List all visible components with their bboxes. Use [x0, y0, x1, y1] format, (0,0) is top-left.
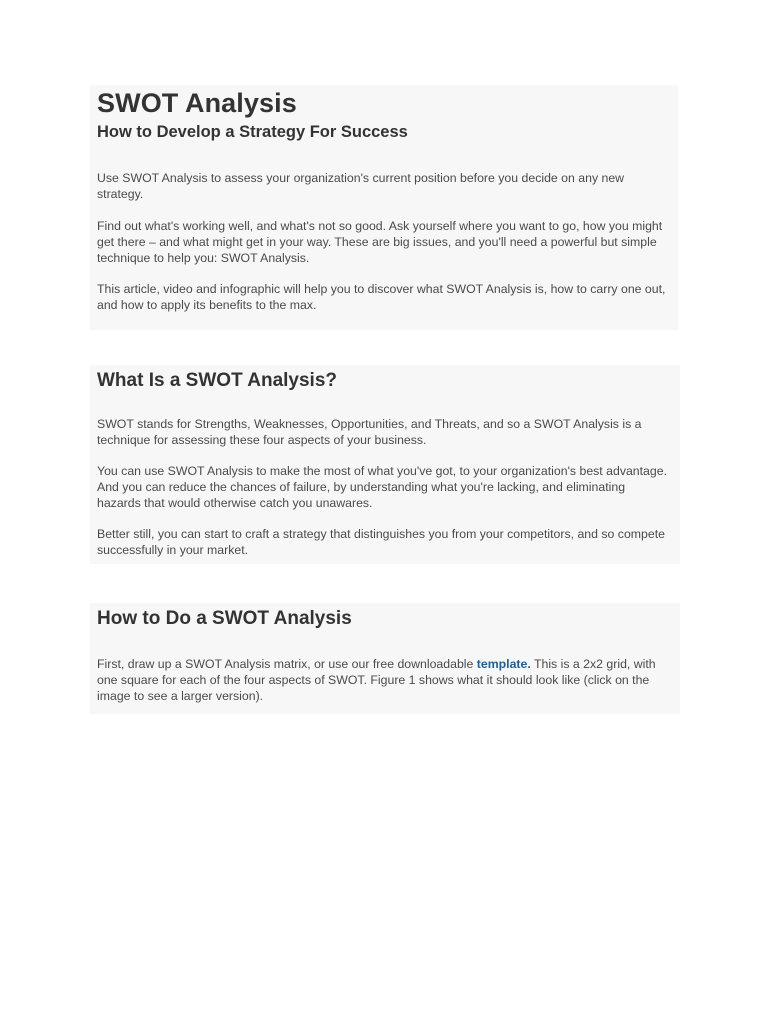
- intro-paragraph-3: This article, video and infographic will help you to discover what SWOT Analysis is, how to carry one out, and how to apply its benefits to the max.: [97, 282, 666, 312]
- how-to-heading: How to Do a SWOT Analysis: [97, 608, 352, 629]
- what-is-heading: What Is a SWOT Analysis?: [97, 370, 338, 391]
- how-to-section: [90, 603, 680, 714]
- how-to-text-after-link: This is a 2x2 grid, with one square for each of the four aspects of SWOT. Figure 1 shows what it should look like (click on the image to see a larger version).: [97, 657, 656, 703]
- intro-paragraph-2: Find out what's working well, and what's not so good. Ask yourself where you want to go, how you might get there – and what might get in your way. These are big issues, and you'll need a powerful but simple technique to help you: SWOT Analysis.: [97, 219, 663, 265]
- intro-paragraph-1: Use SWOT Analysis to assess your organization's current position before you decide on any new strategy.: [97, 171, 625, 201]
- what-is-section: [90, 365, 680, 564]
- template-link[interactable]: template.: [476, 657, 531, 671]
- intro-section: [90, 85, 678, 330]
- what-is-paragraph-1: SWOT stands for Strengths, Weaknesses, Opportunities, and Threats, and so a SWOT Analysis is a technique for assessing these four aspects of your business.: [97, 417, 642, 447]
- page-title: SWOT Analysis: [97, 88, 297, 118]
- what-is-paragraph-3: Better still, you can start to craft a strategy that distinguishes you from your competitors, and so compete successfully in your market.: [97, 527, 665, 557]
- what-is-paragraph-2: You can use SWOT Analysis to make the most of what you've got, to your organization's best advantage. And you can reduce the chances of failure, by understanding what you're lacking, and eliminating hazards that would otherwise catch you unawares.: [97, 464, 667, 510]
- page-subtitle: How to Develop a Strategy For Success: [97, 123, 408, 141]
- how-to-paragraph: [97, 656, 672, 704]
- how-to-text-before-link: First, draw up a SWOT Analysis matrix, or use our free downloadable: [97, 657, 477, 671]
